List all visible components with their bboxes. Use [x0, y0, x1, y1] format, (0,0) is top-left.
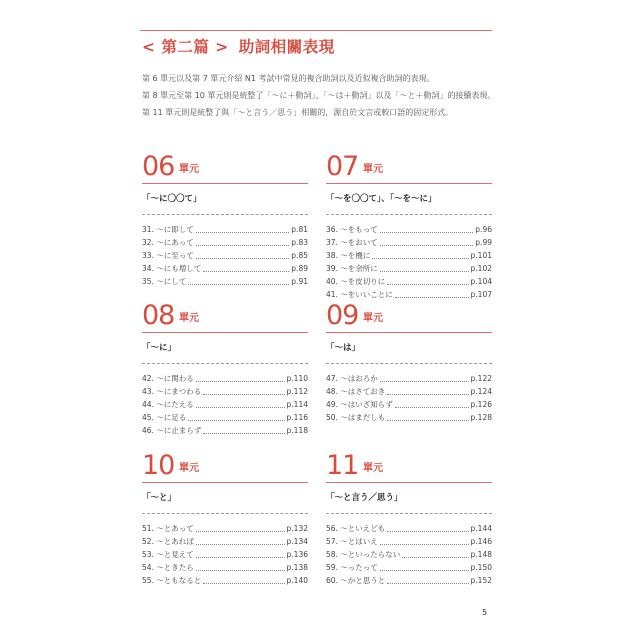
toc-entry[interactable] — [142, 574, 308, 587]
unit-subtitle: 「〜に〇〇て」 — [142, 194, 202, 204]
toc-entry-page: p.136 — [286, 550, 308, 559]
unit-08 — [142, 302, 308, 437]
unit-divider — [326, 513, 492, 514]
toc-entry[interactable] — [142, 275, 308, 288]
dot-leader — [387, 420, 468, 421]
unit-subtitle: 「〜は」 — [326, 343, 361, 353]
unit-rule — [142, 332, 308, 333]
toc-entry-page: p.96 — [475, 225, 492, 234]
dot-leader — [395, 407, 469, 408]
unit-11 — [326, 452, 492, 587]
toc-entry-title: 58. 〜といったらない — [326, 550, 401, 559]
toc-entry-page: p.134 — [286, 537, 308, 546]
toc-entry[interactable] — [326, 385, 492, 398]
toc-entry[interactable] — [326, 548, 492, 561]
dot-leader — [387, 583, 468, 584]
unit-label: 單元 — [363, 463, 383, 474]
unit-label: 單元 — [179, 164, 199, 175]
dot-leader — [196, 557, 285, 558]
toc-entry-page: p.112 — [286, 387, 308, 396]
toc-entry[interactable] — [326, 561, 492, 574]
toc-entry-page: p.89 — [291, 264, 308, 273]
unit-09 — [326, 302, 492, 424]
unit-number: 11 — [326, 450, 359, 481]
toc-entry-title: 56. 〜といえども — [326, 524, 386, 533]
unit-label: 單元 — [363, 164, 383, 175]
toc-entry-title: 51. 〜とあって — [142, 524, 194, 533]
toc-entry-title: 35. 〜にして — [142, 277, 187, 286]
toc-entry-title: 40. 〜を皮切りに — [326, 277, 386, 286]
toc-entry[interactable] — [326, 249, 492, 262]
dot-leader — [380, 232, 473, 233]
toc-entry-title: 53. 〜と見えて — [142, 550, 194, 559]
toc-entry-title: 37. 〜をおいて — [326, 238, 378, 247]
toc-entry-title: 33. 〜に至って — [142, 251, 194, 260]
toc-entry[interactable] — [142, 522, 308, 535]
toc-entry-page: p.138 — [286, 563, 308, 572]
toc-entry-page: p.81 — [291, 225, 308, 234]
unit-divider — [142, 363, 308, 364]
toc-entry[interactable] — [326, 372, 492, 385]
toc-entry-title: 50. 〜はまだしも — [326, 413, 386, 422]
dot-leader — [196, 544, 285, 545]
toc-entry-title: 32. 〜にあって — [142, 238, 194, 247]
toc-entry-title: 60. 〜かと思うと — [326, 576, 386, 585]
toc-entry[interactable] — [142, 398, 308, 411]
toc-entry[interactable] — [326, 535, 492, 548]
unit-subtitle: 「〜と言う／思う」 — [326, 493, 403, 503]
toc-entry-title: 55. 〜ともなると — [142, 576, 202, 585]
unit-rule — [142, 482, 308, 483]
toc-entry[interactable] — [326, 411, 492, 424]
intro-line: 第 6 單元以及第 7 單元介紹 N1 考試中常見的複合助詞以及近似複合助詞的表現。 — [142, 74, 435, 83]
toc-entry-title: 39. 〜を余所に — [326, 264, 378, 273]
toc-entry[interactable] — [142, 385, 308, 398]
title-part: < 第二篇 > — [142, 38, 229, 56]
dot-leader — [188, 420, 284, 421]
dot-leader — [380, 271, 469, 272]
toc-entry[interactable] — [326, 574, 492, 587]
toc-entry-title: 41. 〜をいいことに — [326, 290, 393, 299]
toc-entry-title: 46. 〜に止まらず — [142, 426, 202, 435]
unit-number: 09 — [326, 300, 359, 331]
toc-entry-title: 59. 〜ったって — [326, 563, 378, 572]
unit-divider — [326, 363, 492, 364]
toc-entry-title: 38. 〜を機に — [326, 251, 371, 260]
toc-entry-page: p.110 — [286, 374, 308, 383]
unit-divider — [142, 513, 308, 514]
toc-entry-page: p.128 — [470, 413, 492, 422]
unit-subtitle: 「〜と」 — [142, 493, 177, 503]
toc-entry-page: p.107 — [470, 290, 492, 299]
dot-leader — [196, 232, 289, 233]
unit-06 — [142, 153, 308, 288]
toc-entry[interactable] — [326, 262, 492, 275]
unit-subtitle: 「〜に」 — [142, 343, 177, 353]
toc-entry-title: 47. 〜はおろか — [326, 374, 378, 383]
toc-entry[interactable] — [326, 522, 492, 535]
dot-leader — [395, 297, 469, 298]
toc-entry-title: 34. 〜にも増して — [142, 264, 202, 273]
toc-entry-page: p.83 — [291, 238, 308, 247]
dot-leader — [196, 570, 285, 571]
unit-number: 10 — [142, 450, 175, 481]
toc-entry-page: p.114 — [286, 400, 308, 409]
dot-leader — [203, 394, 284, 395]
intro-line: 第 11 單元則是統整了與「〜と言う／思う」相關的，源自於文言或較口語的固定形式。 — [142, 108, 454, 117]
page-title — [142, 35, 335, 57]
toc-entry-title: 44. 〜にたえる — [142, 400, 194, 409]
dot-leader — [203, 583, 284, 584]
dot-leader — [402, 557, 468, 558]
toc-entry-page: p.144 — [470, 524, 492, 533]
toc-entry-title: 54. 〜ときたら — [142, 563, 194, 572]
toc-entry-page: p.148 — [470, 550, 492, 559]
dot-leader — [380, 381, 469, 382]
toc-entry-title: 45. 〜に足る — [142, 413, 187, 422]
toc-entry-title: 31. 〜に即して — [142, 225, 194, 234]
unit-number: 07 — [326, 151, 359, 182]
toc-entry[interactable] — [326, 236, 492, 249]
toc-entry[interactable] — [142, 372, 308, 385]
toc-entry-page: p.132 — [286, 524, 308, 533]
unit-rule — [326, 183, 492, 184]
dot-leader — [203, 271, 289, 272]
intro-paragraph — [142, 70, 502, 121]
dot-leader — [372, 258, 468, 259]
unit-rule — [326, 482, 492, 483]
dot-leader — [196, 381, 285, 382]
dot-leader — [380, 570, 469, 571]
intro-line: 第 8 單元至第 10 單元則是統整了「〜に＋動詞」、「〜は＋動詞」以及「〜と＋動詞」的接續表現。 — [142, 91, 496, 100]
unit-number: 08 — [142, 300, 175, 331]
dot-leader — [196, 407, 285, 408]
toc-entry-page: p.116 — [286, 413, 308, 422]
toc-entry-page: p.140 — [286, 576, 308, 585]
toc-entry[interactable] — [142, 548, 308, 561]
toc-entry-title: 52. 〜とあれば — [142, 537, 194, 546]
dot-leader — [196, 258, 289, 259]
toc-entry-title: 42. 〜に関わる — [142, 374, 194, 383]
toc-entry-title: 49. 〜はいざ知らず — [326, 400, 393, 409]
unit-number: 06 — [142, 151, 175, 182]
dot-leader — [387, 394, 468, 395]
toc-entry-page: p.102 — [470, 264, 492, 273]
toc-entry-title: 48. 〜はさておき — [326, 387, 386, 396]
toc-entry[interactable] — [142, 262, 308, 275]
toc-entry-page: p.122 — [470, 374, 492, 383]
unit-07 — [326, 153, 492, 301]
toc-entry[interactable] — [142, 424, 308, 437]
toc-entry[interactable] — [326, 275, 492, 288]
title-text: 助詞相關表現 — [238, 38, 335, 56]
unit-subtitle: 「〜を〇〇て」、「〜を〜に」 — [326, 194, 437, 204]
top-rule — [140, 30, 492, 31]
unit-label: 單元 — [363, 313, 383, 324]
unit-label: 單元 — [179, 313, 199, 324]
toc-entry-page: p.85 — [291, 251, 308, 260]
page-number: 5 — [482, 608, 488, 617]
toc-entry[interactable] — [326, 223, 492, 236]
toc-entry-page: p.91 — [291, 277, 308, 286]
unit-label: 單元 — [179, 463, 199, 474]
toc-entry-title: 36. 〜をもって — [326, 225, 378, 234]
toc-entry-page: p.146 — [470, 537, 492, 546]
toc-entry-page: p.150 — [470, 563, 492, 572]
toc-entry-page: p.152 — [470, 576, 492, 585]
dot-leader — [203, 433, 284, 434]
dot-leader — [188, 284, 289, 285]
dot-leader — [387, 531, 468, 532]
toc-entry[interactable] — [142, 236, 308, 249]
dot-leader — [387, 284, 468, 285]
unit-rule — [142, 183, 308, 184]
toc-entry-title: 57. 〜とはいえ — [326, 537, 378, 546]
toc-entry[interactable] — [142, 249, 308, 262]
toc-entry[interactable] — [142, 535, 308, 548]
toc-entry[interactable] — [142, 411, 308, 424]
dot-leader — [380, 245, 473, 246]
dot-leader — [196, 531, 285, 532]
toc-entry-page: p.126 — [470, 400, 492, 409]
toc-entry-page: p.101 — [470, 251, 492, 260]
toc-entry-title: 43. 〜にまつわる — [142, 387, 202, 396]
unit-divider — [142, 214, 308, 215]
toc-entry[interactable] — [142, 561, 308, 574]
dot-leader — [380, 544, 469, 545]
toc-entry-page: p.99 — [475, 238, 492, 247]
dot-leader — [196, 245, 290, 246]
unit-10 — [142, 452, 308, 587]
toc-entry-page: p.124 — [470, 387, 492, 396]
unit-rule — [326, 332, 492, 333]
toc-entry[interactable] — [142, 223, 308, 236]
toc-entry-page: p.104 — [470, 277, 492, 286]
toc-entry[interactable] — [326, 398, 492, 411]
toc-entry-page: p.118 — [286, 426, 308, 435]
unit-divider — [326, 214, 492, 215]
